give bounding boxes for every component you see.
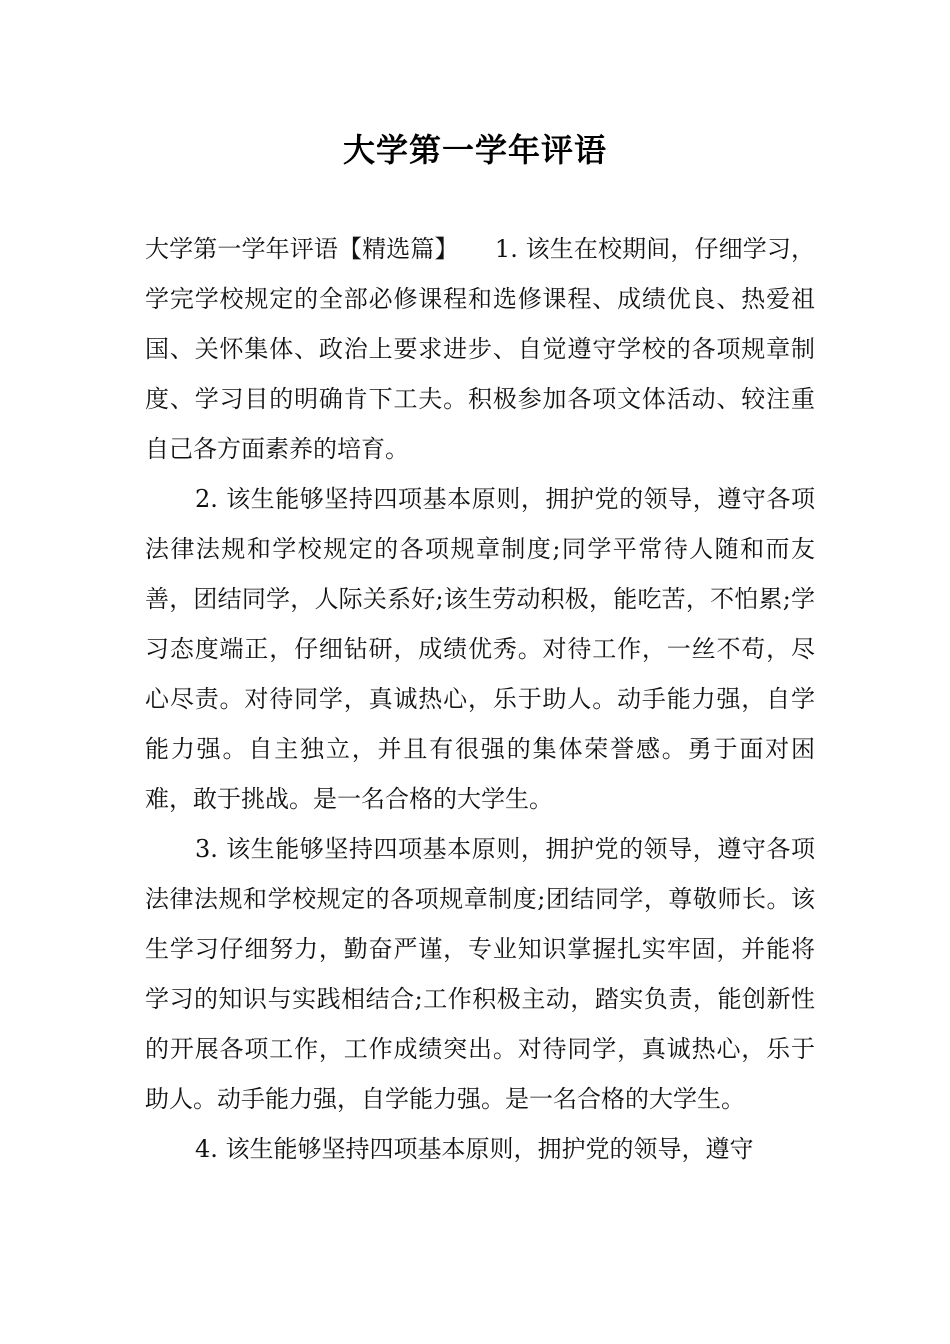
paragraph-1: 大学第一学年评语【精选篇】 1. 该生在校期间，仔细学习，学完学校规定的全部必修课程和选修课程、成绩优良、热爱祖国、关怀集体、政治上要求进步、自觉遵守学校的各项规章制度、学习目的明确肯下工夫。积极参加各项文体活动、较注重自己各方面素养的培育。 bbox=[145, 235, 815, 463]
paragraph-2: 2. 该生能够坚持四项基本原则，拥护党的领导，遵守各项法律法规和学校规定的各项规章制度;同学平常待人随和而友善，团结同学，人际关系好;该生劳动积极，能吃苦，不怕累;学习态度端正，仔细钻研，成绩优秀。对待工作，一丝不苟，尽心尽责。对待同学，真诚热心，乐于助人。动手能力强，自学能力强。自主独立，并且有很强的集体荣誉感。勇于面对困难，敢于挑战。是一名合格的大学生。 bbox=[145, 485, 815, 813]
paragraph-3: 3. 该生能够坚持四项基本原则，拥护党的领导，遵守各项法律法规和学校规定的各项规章制度;团结同学，尊敬师长。该生学习仔细努力，勤奋严谨，专业知识掌握扎实牢固，并能将学习的知识与实践相结合;工作积极主动，踏实负责，能创新性的开展各项工作，工作成绩突出。对待同学，真诚热心，乐于助人。动手能力强，自学能力强。是一名合格的大学生。 bbox=[145, 835, 815, 1113]
paragraph-4: 4. 该生能够坚持四项基本原则，拥护党的领导，遵守 bbox=[195, 1135, 754, 1163]
document-title: 大学第一学年评语 bbox=[342, 131, 607, 169]
document-body bbox=[145, 224, 815, 1174]
